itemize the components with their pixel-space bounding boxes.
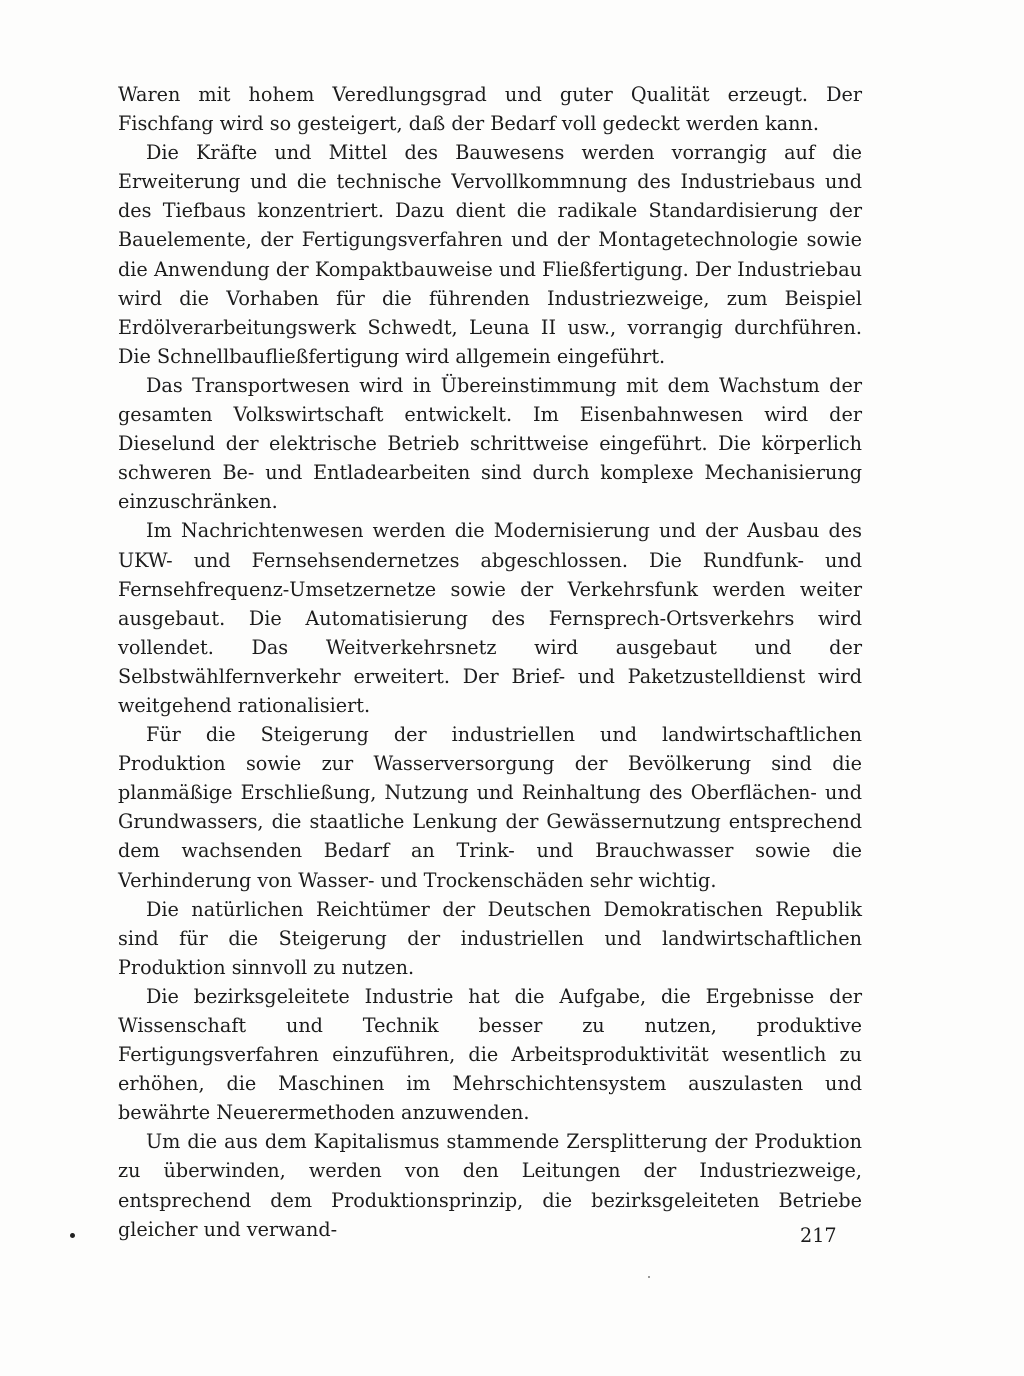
paragraph-wasserversorgung: Für die Steigerung der industriellen und landwirtschaftlichen Produktion sowie zur Wasserversorgung der Bevölkerung sind die planmäßige Erschließung, Nutzung und Reinhaltung des Oberflächen- und Grundwassers, die staatliche Lenkung der Gewässernutzung entsprechend dem wachsenden Bedarf an Trink- und Brauchwasser sowie die Verhinderung von Wasser- und Trockenschäden sehr wichtig. [118,723,862,892]
paragraph-zersplitterung: Um die aus dem Kapitalismus stammende Zersplitterung der Produktion zu überwinden, werden von den Leitungen der Industriezweige, entsprechend dem Produktionsprinzip, die bezirksgeleiteten Betriebe gleicher und verwand- [118,1130,862,1241]
paragraph-reichtuemer: Die natürlichen Reichtümer der Deutschen Demokratischen Republik sind für die Steigerung der industriellen und landwirtschaftlichen Produktion sinnvoll zu nutzen. [118,897,862,979]
paragraph-bauwesen: Die Kräfte und Mittel des Bauwesens werden vorrangig auf die Erweiterung und die technische Vervollkommnung des Industriebaus und des Tiefbaus konzentriert. Dazu dient die radikale Standardisierung der Bauelemente, der Fertigungsverfahren und der Montagetechnologie sowie die Anwendung der Kompaktbauweise und Fließfertigung. Der Industriebau wird die Vorhaben für die führenden Industriezweige, zum Beispiel Erdölverarbeitungswerk Schwedt, Leuna II usw., vorrangig durchführen. Die Schnellbaufließfertigung wird allgemein eingeführt. [118,141,862,368]
body-text [118,80,862,1244]
paragraph-transportwesen: Das Transportwesen wird in Übereinstimmung mit dem Wachstum der gesamten Volkswirtschaft entwickelt. Im Eisenbahnwesen wird der Dieselund der elektrische Betrieb schrittweise eingeführt. Die körperlich schweren Be- und Entladearbeiten sind durch komplexe Mechanisierung einzuschränken. [118,373,862,514]
page-number: 217 [800,1224,837,1247]
paragraph-fischfang: Waren mit hohem Veredlungsgrad und guter Qualität erzeugt. Der Fischfang wird so gesteigert, daß der Bedarf voll gedeckt werden kann. [118,83,862,136]
print-speck [648,1276,650,1278]
paragraph-bezirksgeleitete-industrie: Die bezirksgeleitete Industrie hat die Aufgabe, die Ergebnisse der Wissenschaft und Technik besser zu nutzen, produktive Fertigungsverfahren einzuführen, die Arbeitsproduktivität wesentlich zu erhöhen, die Maschinen im Mehrschichtensystem auszulasten und bewährte Neuerermethoden anzuwenden. [118,984,862,1125]
paragraph-nachrichtenwesen: Im Nachrichtenwesen werden die Modernisierung und der Ausbau des UKW- und Fernsehsendernetzes abgeschlossen. Die Rundfunk- und Fernsehfrequenz-Umsetzernetze sowie der Verkehrsfunk werden weiter ausgebaut. Die Automatisierung des Fernsprech-Ortsverkehrs wird vollendet. Das Weitverkehrsnetz wird ausgebaut und der Selbstwählfernverkehr erweitert. Der Brief- und Paketzustelldienst wird weitgehend rationalisiert. [118,519,862,717]
print-speck [70,1233,75,1238]
